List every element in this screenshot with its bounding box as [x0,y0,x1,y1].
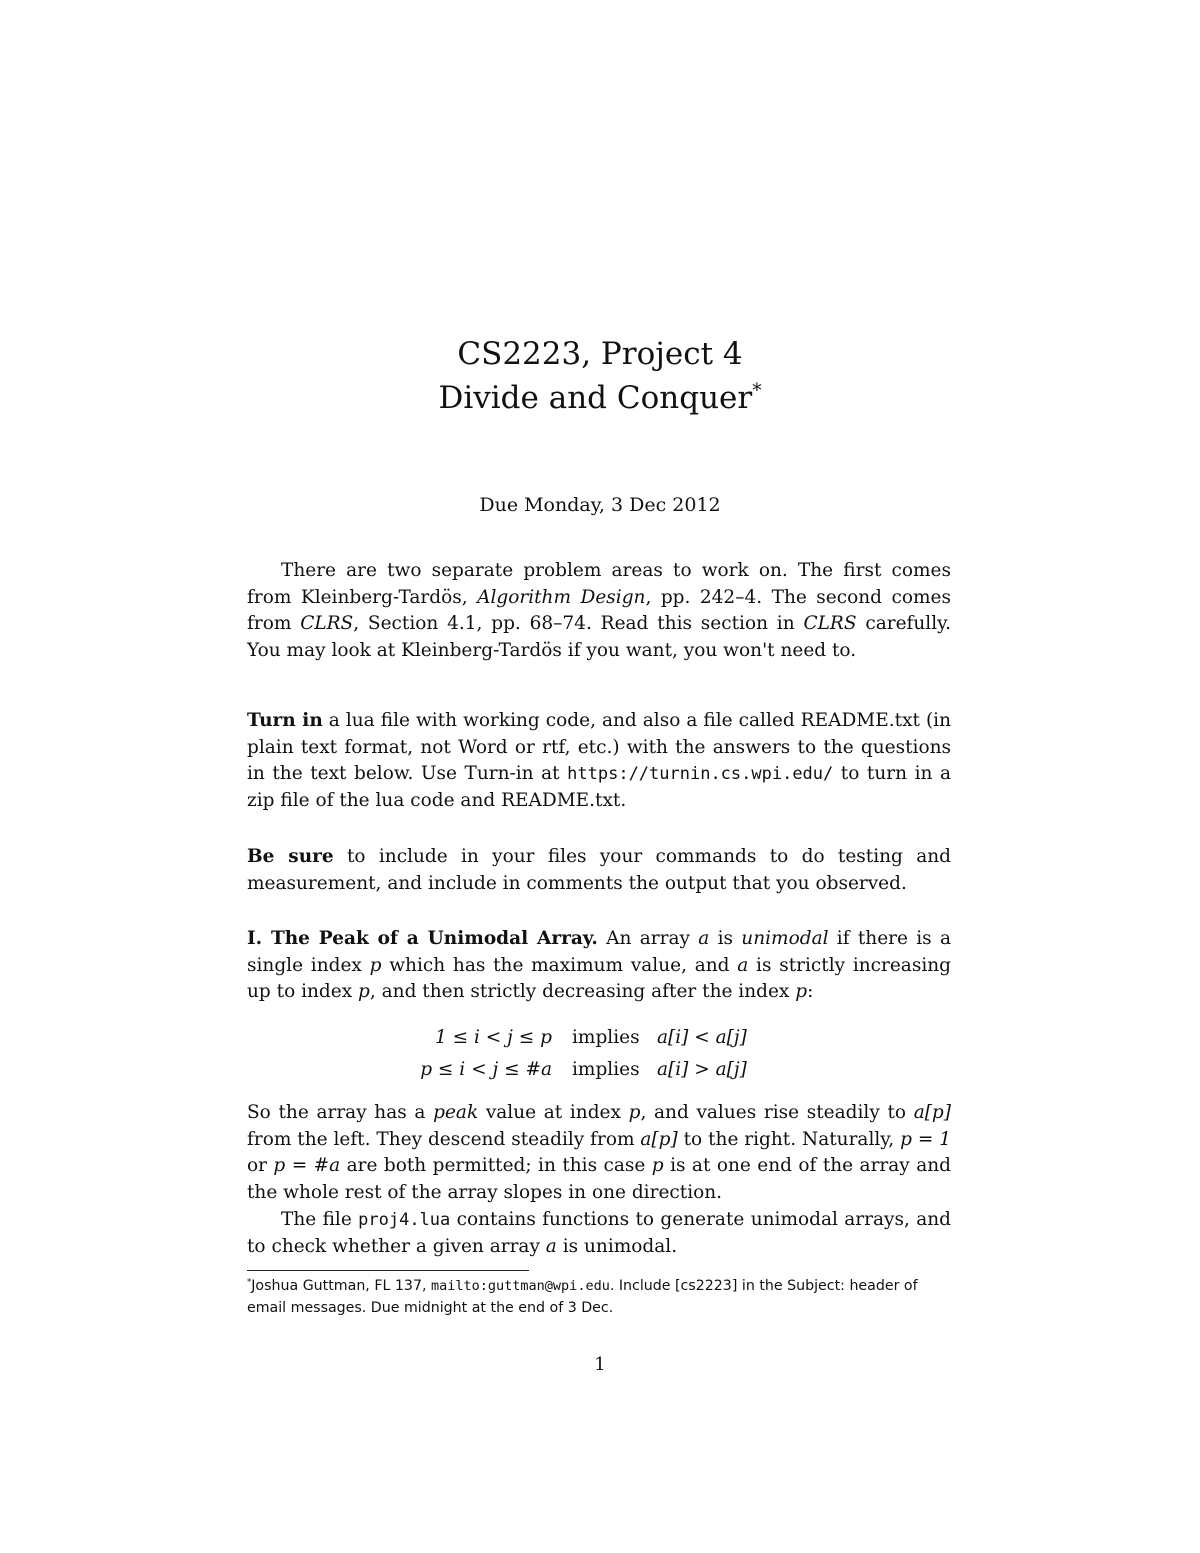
s1-text-7: : [807,981,814,1003]
var-p: p [358,981,370,1003]
turnin-paragraph [247,708,951,814]
var-p: p [369,954,382,976]
peak-text-7: are both permitted; in this case [340,1155,652,1177]
besure-text: to include in your files your commands to do testing and measurement, and include in comments the output that you observed. [247,846,951,894]
math-implies: implies [572,1027,640,1048]
turnin-heading: Turn in [247,710,323,731]
intro-paragraph [247,558,951,664]
math-row-1 [0,1022,1200,1054]
document-title-line1: CS2223, Project 4 [457,336,743,372]
file-text-1: The file [281,1209,359,1230]
var-a: a [545,1235,557,1257]
var-a: a [737,954,749,976]
turnin-text-1: a lua file with working code, and also a file called README.txt (in plain text format, not Word or rtf, etc.) with the answers to the questions in the text below. Use Turn-in at [247,710,952,785]
clrs-ref-2: CLRS [803,613,857,635]
title-footnote-mark: * [752,380,762,402]
expr-ap: a[p] [913,1102,951,1123]
intro-text-1: There are two separate problem areas to work on. The first comes from Kleinberg-Tardös, [247,560,951,608]
math-lhs: 1 ≤ i < j ≤ p [434,1027,552,1048]
page-number: 1 [594,1354,606,1375]
math-row-2 [0,1054,1200,1086]
section1-heading: I. The Peak of a Unimodal Array. [247,928,598,949]
due-date: Due Monday, 3 Dec 2012 [479,494,721,516]
document-title-line2 [0,376,1200,420]
var-p: p [651,1155,664,1177]
intro-text-4: carefully. You may look at Kleinberg-Tardös if you want, you won't need to. [247,613,951,661]
s1-text-5: is strictly increasing up to index [247,954,952,1003]
turnin-text-2: to turn in a zip file of the lua code and README.txt. [247,763,951,811]
peak-text-8: is at one end of the array and the whole rest of the array slopes in one direction. [247,1155,951,1203]
s1-text-2: is [709,928,742,949]
clrs-ref-1: CLRS [300,613,354,635]
intro-text-3: , Section 4.1, pp. 68–74. Read this section in [353,613,804,635]
peak-text-5: to the right. Naturally, [677,1128,901,1150]
s1-text-6: , and then strictly decreasing after the index [369,981,796,1003]
besure-heading: Be sure [247,846,334,867]
intro-text-2: , pp. 242–4. The second comes from [247,586,951,635]
file-text-3: is unimodal. [556,1235,678,1257]
file-text-2: contains functions to generate unimodal arrays, and to check whether a given array [247,1209,952,1257]
s1-text-1: An array [597,928,699,949]
file-paragraph [247,1207,951,1260]
math-implies: implies [572,1059,640,1080]
turnin-url[interactable]: https://turnin.cs.wpi.edu/ [567,764,834,785]
peak-text-4: from the left. They descend steadily from [247,1128,641,1150]
math-display [0,1022,1200,1086]
footnote [247,1275,951,1319]
footnote-text-2: . Include [cs2223] in the Subject: header of email messages. Due midnight at the end of 3 Dec. [247,1278,918,1316]
expr-p-eq-len: p = #a [273,1155,341,1177]
term-unimodal: unimodal [741,928,829,949]
besure-paragraph [247,844,951,897]
math-lhs: p ≤ i < j ≤ #a [420,1059,552,1080]
footnote-divider [247,1270,529,1271]
expr-p-eq-1: p = 1 [900,1128,951,1150]
peak-text-6: or [247,1155,274,1177]
peak-text-3: , and values rise steadily to [640,1102,914,1123]
title-text: Divide and Conquer [438,380,753,416]
math-rhs: a[i] > a[j] [657,1059,747,1080]
math-rhs: a[i] < a[j] [657,1027,747,1048]
term-peak: peak [433,1102,479,1123]
var-p: p [628,1102,641,1123]
peak-paragraph [247,1100,951,1206]
var-p: p [795,981,808,1003]
footnote-text-1: Joshua Guttman, FL 137, [251,1278,432,1294]
footnote-email-link[interactable]: mailto:guttman@wpi.edu [431,1278,610,1294]
peak-text-1: So the array has a [247,1102,434,1123]
book-title: Algorithm Design [477,586,646,608]
s1-text-4: which has the maximum value, and [381,954,738,976]
var-a: a [698,928,710,949]
expr-ap: a[p] [640,1128,678,1150]
file-name: proj4.lua [358,1210,451,1230]
s1-text-3: if there is a single index [247,928,951,976]
section1-paragraph [247,926,951,1006]
peak-text-2: value at index [478,1102,629,1123]
footnote-mark: * [247,1277,252,1288]
